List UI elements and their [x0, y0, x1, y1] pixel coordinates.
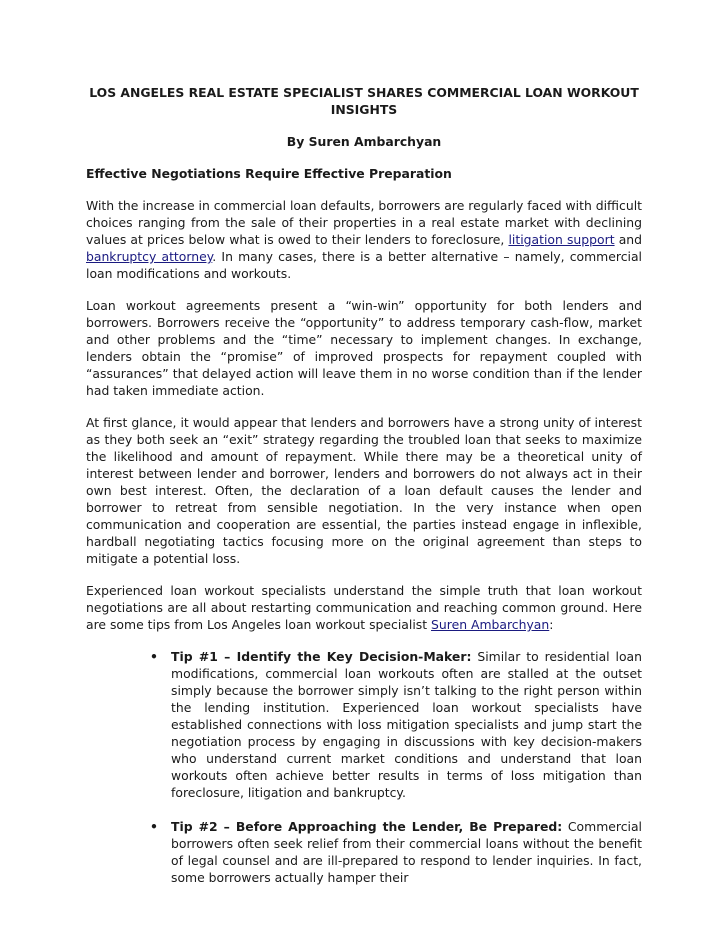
paragraph-intro-text-2: and: [614, 232, 643, 247]
paragraph-specialists-text-2: :: [549, 617, 554, 632]
tip-title: Tip #1 – Identify the Key Decision-Maker:: [171, 649, 472, 664]
paragraph-win-win: Loan workout agreements present a “win-win” opportunity for both lenders and borrowers. Borrowers receive the “opportunity” to address temporary cash-flow, market and other problems and the “time” necessary to implement changes. In exchange, lenders obtain the “promise” of improved prospects for repayment coupled with “assurances” that delayed action will leave them in no worse condition than if the lender had taken immediate action.: [86, 298, 642, 398]
tips-list: [86, 648, 642, 886]
paragraph-specialists-text-1: Experienced loan workout specialists understand the simple truth that loan workout negotiations are all about restarting communication and reaching common ground. Here are some tips from Los Angeles loan workout specialist: [86, 583, 642, 632]
list-item: [86, 818, 642, 886]
section-heading: Effective Negotiations Require Effective Preparation: [86, 166, 452, 181]
bullet-icon: •: [150, 649, 158, 664]
suren-ambarchyan-link[interactable]: Suren Ambarchyan: [431, 617, 550, 632]
tip-title: Tip #2 – Before Approaching the Lender, Be Prepared:: [171, 819, 563, 834]
byline: By Suren Ambarchyan: [286, 134, 442, 149]
tip-body: Commercial borrowers often seek relief from their commercial loans without the benefit of legal counsel and are ill-prepared to respond to lender inquiries. In fact, some borrowers actually hamper their: [171, 819, 642, 885]
bullet-icon: •: [150, 819, 158, 834]
litigation-support-link[interactable]: litigation support: [508, 232, 615, 247]
bankruptcy-attorney-link[interactable]: bankruptcy attorney: [86, 249, 213, 264]
paragraph-unity-of-interest: At first glance, it would appear that lenders and borrowers have a strong unity of interest as they both seek an “exit” strategy regarding the troubled loan that seeks to maximize the likelihood and amount of repayment. While there may be a theoretical unity of interest between lender and borrower, lenders and borrowers do not always act in their own best interest. Often, the declaration of a loan default causes the lender and borrower to retreat from sensible negotiation. In the very instance when open communication and cooperation are essential, the parties instead engage in inflexible, hardball negotiating tactics focusing more on the original agreement than steps to mitigate a potential loss.: [86, 415, 642, 566]
tip-body: Similar to residential loan modifications, commercial loan workouts often are stalled at the outset simply because the borrower simply isn’t talking to the right person within the lending institution. Experienced loan workout specialists have established connections with loss mitigation specialists and jump start the negotiation process by engaging in discussions with key decision-makers who understand current market conditions and understand that loan workouts often achieve better results in terms of loss mitigation than foreclosure, litigation and bankruptcy.: [171, 649, 643, 800]
document-page: [86, 84, 642, 903]
document-title: LOS ANGELES REAL ESTATE SPECIALIST SHARES COMMERCIAL LOAN WORKOUT INSIGHTS: [89, 85, 639, 117]
list-item: [86, 648, 642, 801]
paragraph-intro: [86, 197, 642, 282]
paragraph-specialists: [86, 582, 642, 633]
paragraph-intro-text-1: With the increase in commercial loan defaults, borrowers are regularly faced with difficult choices ranging from the sale of their properties in a real estate market with declining values at prices below what is owed to their lenders to foreclosure,: [86, 198, 642, 247]
paragraph-intro-text-3: . In many cases, there is a better alternative – namely, commercial loan modifications and workouts.: [86, 249, 642, 281]
